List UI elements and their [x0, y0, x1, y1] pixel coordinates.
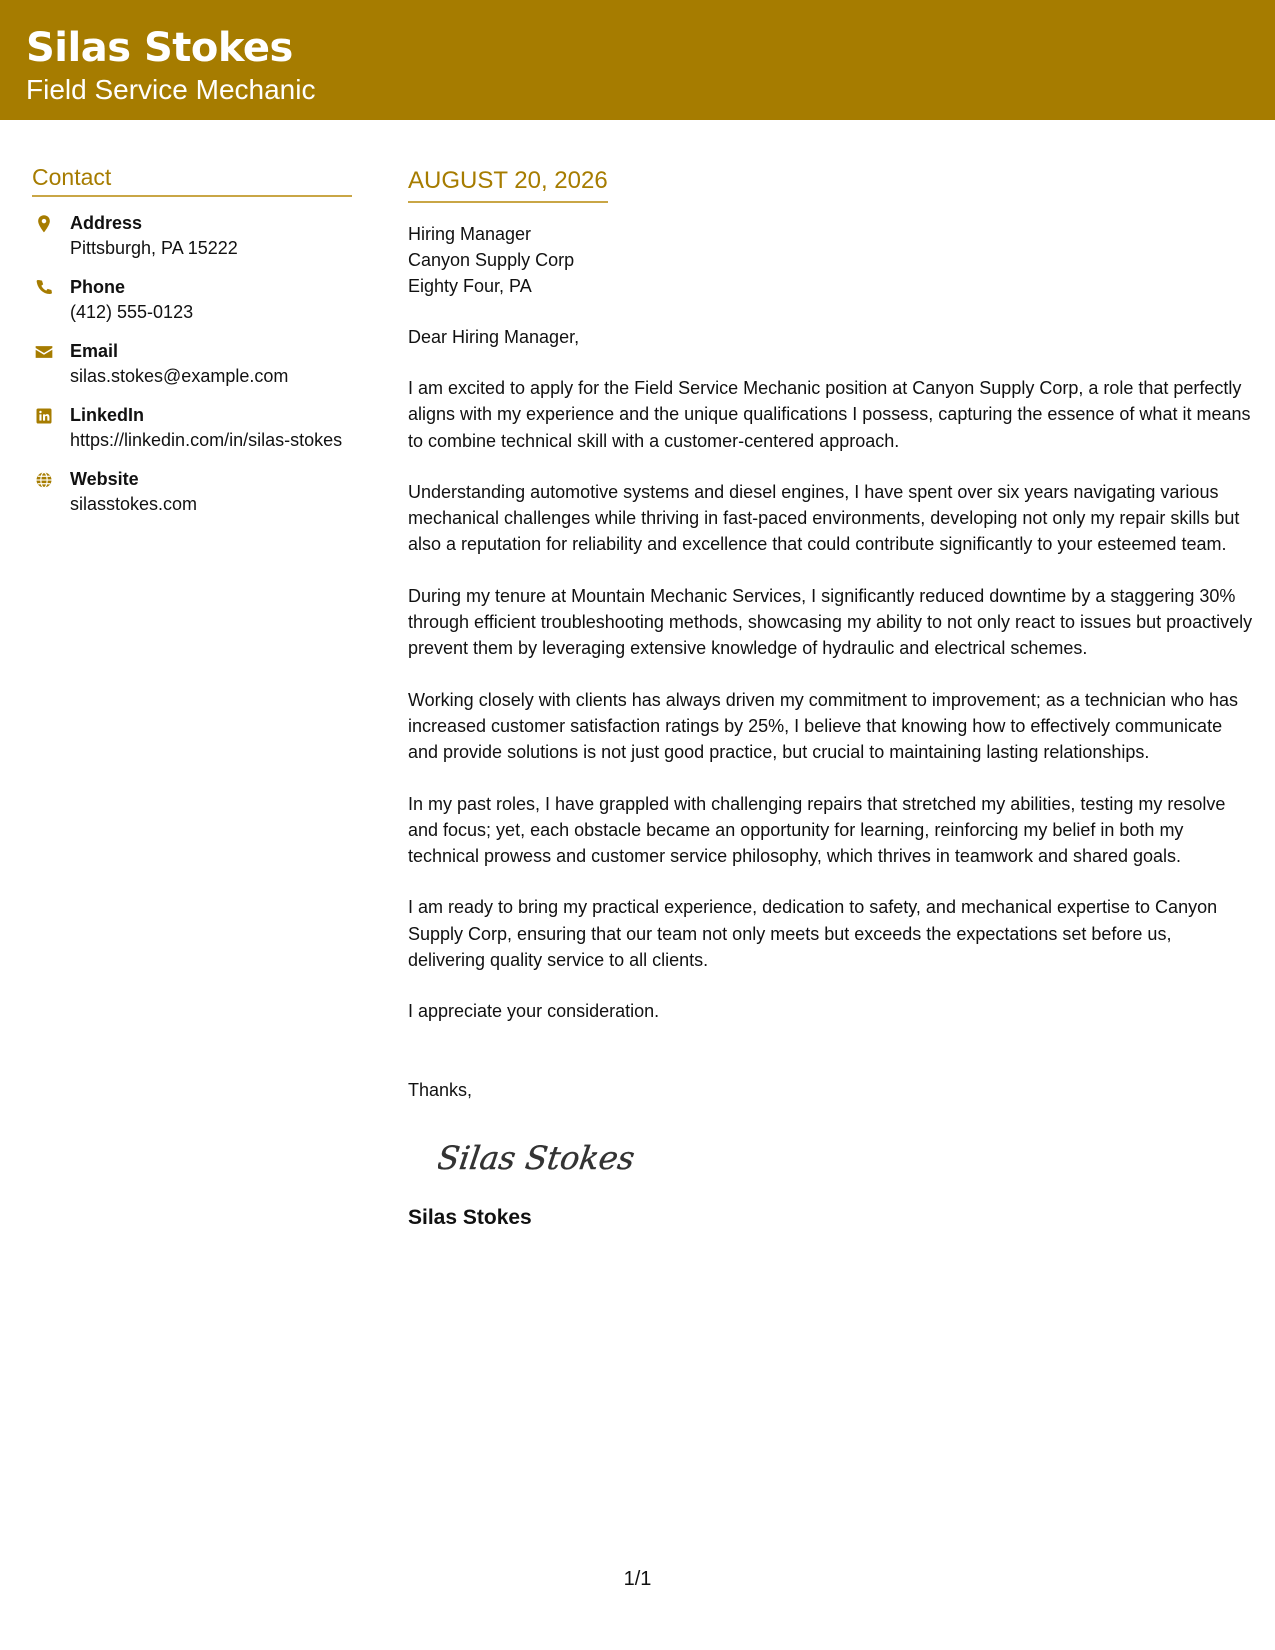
date-block	[408, 166, 608, 203]
address-value: Pittsburgh, PA 15222	[70, 238, 238, 258]
email-value: silas.stokes@example.com	[70, 366, 289, 386]
salutation: Dear Hiring Manager,	[408, 327, 580, 347]
closing: Thanks,	[408, 1079, 473, 1100]
letter-body	[408, 166, 1253, 1232]
page-number: 1/1	[623, 1568, 652, 1590]
paragraph: Working closely with clients has always driven my commitment to improvement; as a technician who has increased customer satisfaction ratings by 25%, I believe that knowing how to effectively communicate and provide solutions is not just good practice, but crucial to maintaining lasting relationships.	[408, 689, 1238, 763]
phone-value: (412) 555-0123	[70, 302, 194, 322]
contact-phone	[32, 275, 352, 325]
phone-label: Phone	[70, 277, 126, 297]
contact-sidebar	[32, 162, 352, 517]
email-label: Email	[70, 341, 119, 361]
address-label: Address	[70, 213, 143, 233]
paragraph: I appreciate your consideration.	[408, 1001, 660, 1022]
recipient-block	[408, 221, 1253, 299]
map-pin-icon	[34, 214, 54, 234]
globe-icon	[34, 470, 54, 490]
linkedin-value: https://linkedin.com/in/silas-stokes	[70, 430, 343, 450]
website-label: Website	[70, 469, 139, 489]
envelope-icon	[34, 342, 54, 362]
linkedin-label: LinkedIn	[70, 405, 145, 425]
recipient-line: Canyon Supply Corp	[408, 250, 575, 270]
contact-heading: Contact	[32, 162, 352, 197]
contact-linkedin	[32, 403, 352, 453]
paragraph: I am excited to apply for the Field Service Mechanic position at Canyon Supply Corp, a role that perfectly aligns with my experience and the unique qualifications I possess, capturing the essence of what it means to combine technical skill with a customer-centered approach.	[408, 378, 1251, 451]
svg-text:Silas Stokes: Silas Stokes	[438, 1138, 638, 1177]
signature-image	[438, 1127, 658, 1187]
linkedin-icon	[34, 406, 54, 426]
website-value: silasstokes.com	[70, 494, 198, 514]
applicant-name: Silas Stokes	[26, 25, 293, 71]
paragraph: Understanding automotive systems and diesel engines, I have spent over six years navigating various mechanical challenges while thriving in fast-paced environments, developing not only my repair skills but also a reputation for reliability and excellence that could contribute significantly to your esteemed team.	[408, 481, 1240, 555]
header-banner	[0, 0, 1275, 120]
recipient-line: Eighty Four, PA	[408, 276, 532, 296]
signer-name: Silas Stokes	[408, 1205, 532, 1229]
contact-website	[32, 467, 352, 517]
paragraph: During my tenure at Mountain Mechanic Services, I significantly reduced downtime by a staggering 30% through efficient troubleshooting methods, showcasing my ability to not only react to issues but proactively prevent them by leveraging extensive knowledge of hydraulic and electrical schemes.	[408, 585, 1253, 659]
phone-icon	[34, 278, 54, 298]
contact-email	[32, 339, 352, 389]
recipient-line: Hiring Manager	[408, 224, 532, 244]
letter-date: AUGUST 20, 2026	[408, 167, 608, 194]
paragraph: I am ready to bring my practical experience, dedication to safety, and mechanical expertise to Canyon Supply Corp, ensuring that our team not only meets but exceeds the expectations set before us, delivering quality service to all clients.	[408, 897, 1218, 971]
contact-address	[32, 211, 352, 261]
job-title: Field Service Mechanic	[26, 74, 316, 105]
paragraph: In my past roles, I have grappled with challenging repairs that stretched my abilities, testing my resolve and focus; yet, each obstacle became an opportunity for learning, reinforcing my belief in both my technical prowess and customer service philosophy, which thrives in teamwork and shared goals.	[408, 793, 1226, 867]
